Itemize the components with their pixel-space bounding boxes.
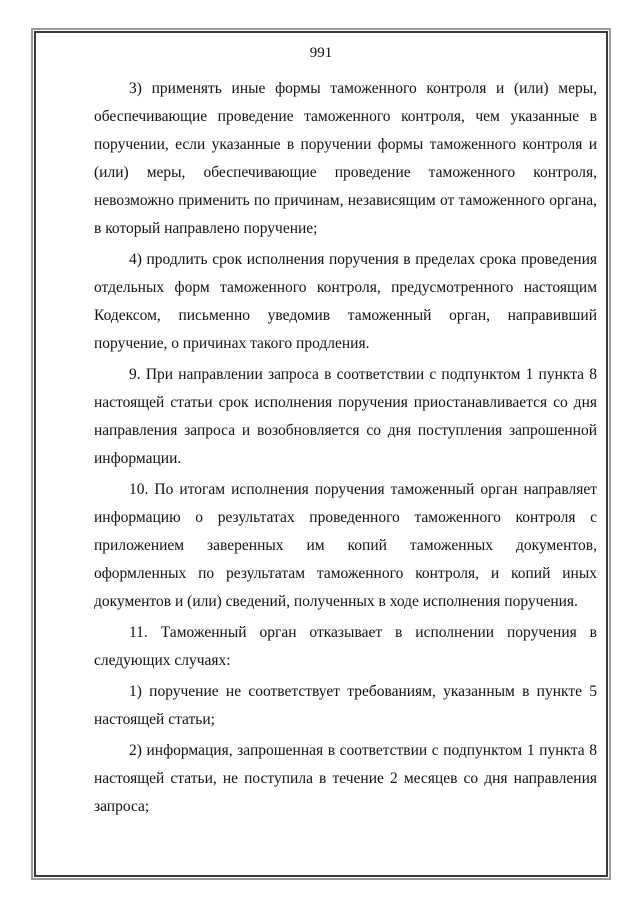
paragraph-item-2: 2) информация, запрошенная в соответствии с подпунктом 1 пункта 8 настоящей статьи, не поступила в течение 2 месяцев со дня направления запроса; [94,742,597,815]
page-frame [34,31,608,877]
paragraph-clause-10: 10. По итогам исполнения поручения таможенный орган направляет информацию о результатах проведенного таможенного контроля с приложением заверенных им копий таможенных документов, оформленных по результатам таможенного контроля, и копий иных документов и (или) сведений, полученных в ходе исполнения поручения. [94,481,597,610]
page-number: 991 [309,45,333,61]
paragraph-clause-9: 9. При направлении запроса в соответствии с подпунктом 1 пункта 8 настоящей статьи срок исполнения поручения приостанавливается со дня направления запроса и возобновляется со дня поступления запрошенной информации. [94,366,597,467]
document-body [94,75,597,824]
paragraph-clause-11: 11. Таможенный орган отказывает в исполнении поручения в следующих случаях: [94,624,597,669]
paragraph-item-1: 1) поручение не соответствует требованиям, указанным в пункте 5 настоящей статьи; [94,683,597,728]
paragraph-item-3: 3) применять иные формы таможенного контроля и (или) меры, обеспечивающие проведение таможенного контроля, чем указанные в поручении, если указанные в поручении формы таможенного контроля и (или) меры, обеспечивающие проведение таможенного контроля, невозможно применить по причинам, независящим от таможенного органа, в который направлено поручение; [94,80,597,237]
paragraph-item-4: 4) продлить срок исполнения поручения в пределах срока проведения отдельных форм таможенного контроля, предусмотренного настоящим Кодексом, письменно уведомив таможенный орган, направивший поручение, о причинах такого продления. [94,251,597,352]
